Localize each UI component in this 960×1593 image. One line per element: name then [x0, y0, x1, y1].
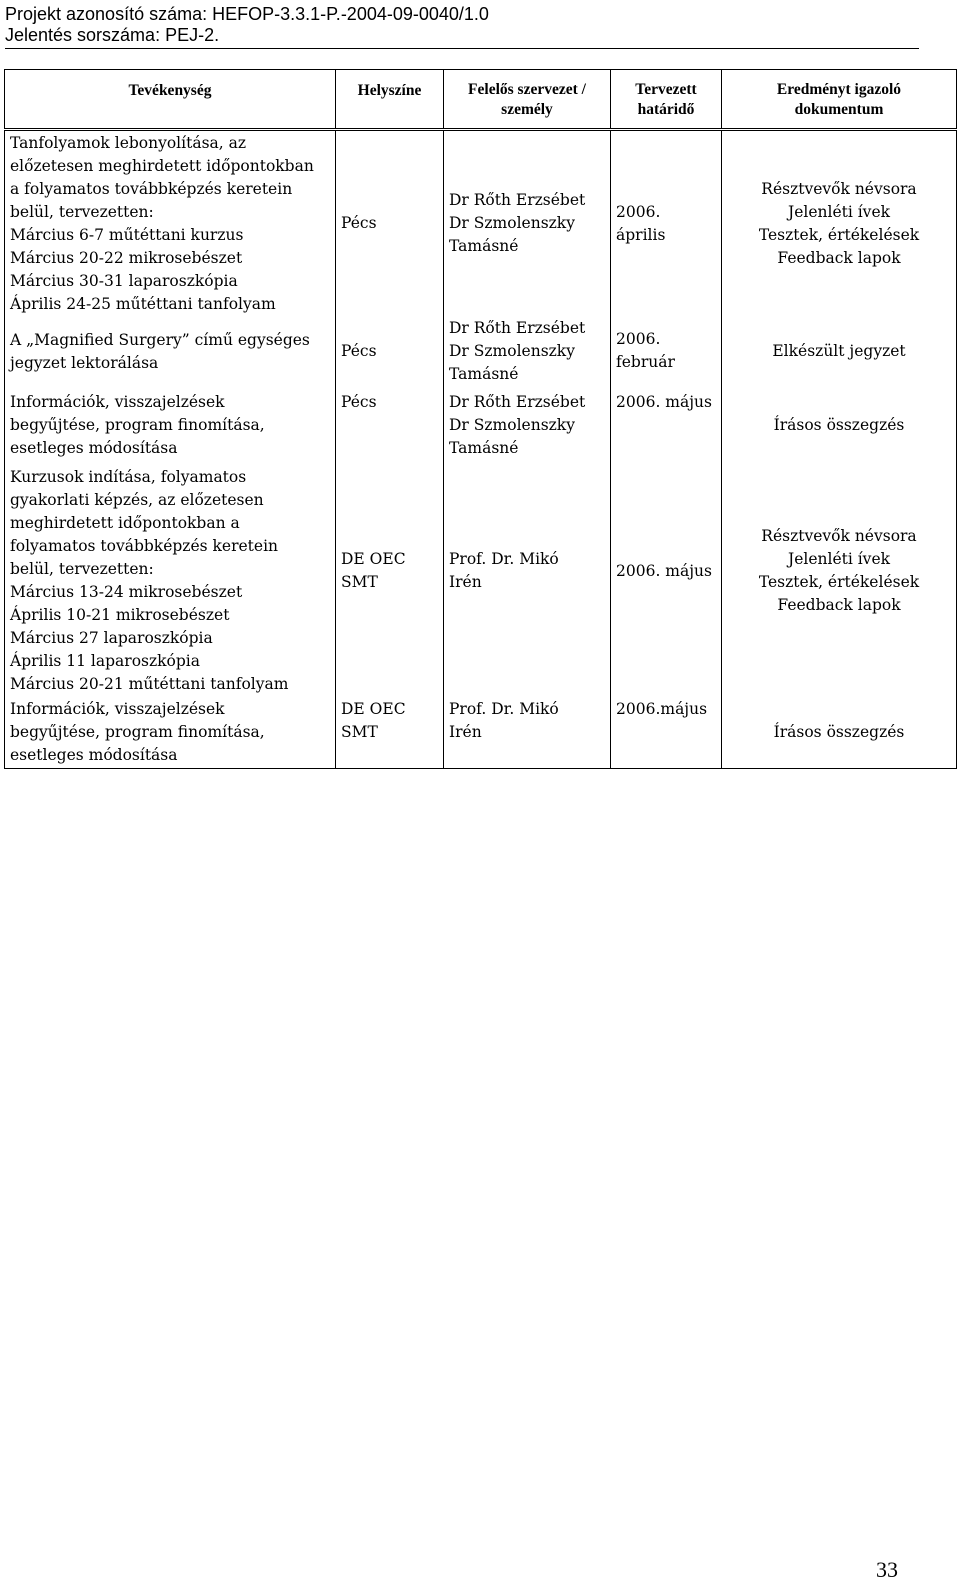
activity-cell: Információk, visszajelzések begyűjtése, program finomítása, esetleges módosítása [5, 698, 336, 768]
deadline-cell: 2006. május [611, 463, 722, 698]
deadline-cell: 2006. május [611, 386, 722, 463]
table-row [5, 698, 957, 768]
activity-cell: A „Magnified Surgery” című egységes jegyzet lektorálása [5, 316, 336, 386]
table-header-row [5, 70, 957, 130]
report-number-line: Jelentés sorszáma: PEJ-2. [5, 25, 220, 45]
table-row [5, 386, 957, 463]
location-cell: DE OEC SMT [336, 698, 444, 768]
document-cell: Írásos összegzés [722, 386, 957, 463]
header-document: Eredményt igazoló dokumentum [722, 70, 957, 130]
table-row [5, 130, 957, 317]
header-location: Helyszíne [336, 70, 444, 130]
header-activity: Tevékenység [5, 70, 336, 130]
document-cell: Elkészült jegyzet [722, 316, 957, 386]
deadline-cell: 2006. február [611, 316, 722, 386]
responsible-cell: Prof. Dr. Mikó Irén [444, 463, 611, 698]
header-deadline: Tervezett határidő [611, 70, 722, 130]
document-cell: Résztvevők névsora Jelenléti ívek Tesztek, értékelések Feedback lapok [722, 130, 957, 317]
table-row [5, 463, 957, 698]
location-cell: Pécs [336, 316, 444, 386]
activity-cell: Tanfolyamok lebonyolítása, az előzetesen meghirdetett időpontokban a folyamatos továbbképzés keretein belül, tervezetten: Március 6-7 műtéttani kurzus Március 20-22 mikrosebészet Március 30-31 laparoszkópia Április 24-25 műtéttani tanfolyam [5, 130, 336, 317]
responsible-cell: Dr Rőth Erzsébet Dr Szmolenszky Tamásné [444, 316, 611, 386]
project-id-line: Projekt azonosító száma: HEFOP-3.3.1-P.-2004-09-0040/1.0 [5, 4, 489, 24]
activity-table [4, 69, 957, 769]
header-divider [5, 48, 919, 49]
activity-cell: Információk, visszajelzések begyűjtése, program finomítása, esetleges módosítása [5, 386, 336, 463]
responsible-cell: Prof. Dr. Mikó Irén [444, 698, 611, 768]
header-responsible: Felelős szervezet / személy [444, 70, 611, 130]
responsible-cell: Dr Rőth Erzsébet Dr Szmolenszky Tamásné [444, 386, 611, 463]
responsible-cell: Dr Rőth Erzsébet Dr Szmolenszky Tamásné [444, 130, 611, 317]
activity-cell: Kurzusok indítása, folyamatos gyakorlati képzés, az előzetesen meghirdetett időpontokban a folyamatos továbbképzés keretein belül, tervezetten: Március 13-24 mikrosebészet Április 10-21 mikrosebészet Március 27 laparoszkópia Április 11 laparoszkópia Március 20-21 műtéttani tanfolyam [5, 463, 336, 698]
document-cell: Résztvevők névsora Jelenléti ívek Tesztek, értékelések Feedback lapok [722, 463, 957, 698]
page-number: 33 [876, 1557, 898, 1582]
location-cell: Pécs [336, 386, 444, 463]
deadline-cell: 2006. április [611, 130, 722, 317]
table-row [5, 316, 957, 386]
location-cell: Pécs [336, 130, 444, 317]
location-cell: DE OEC SMT [336, 463, 444, 698]
document-header [5, 4, 917, 46]
deadline-cell: 2006.május [611, 698, 722, 768]
document-cell: Írásos összegzés [722, 698, 957, 768]
